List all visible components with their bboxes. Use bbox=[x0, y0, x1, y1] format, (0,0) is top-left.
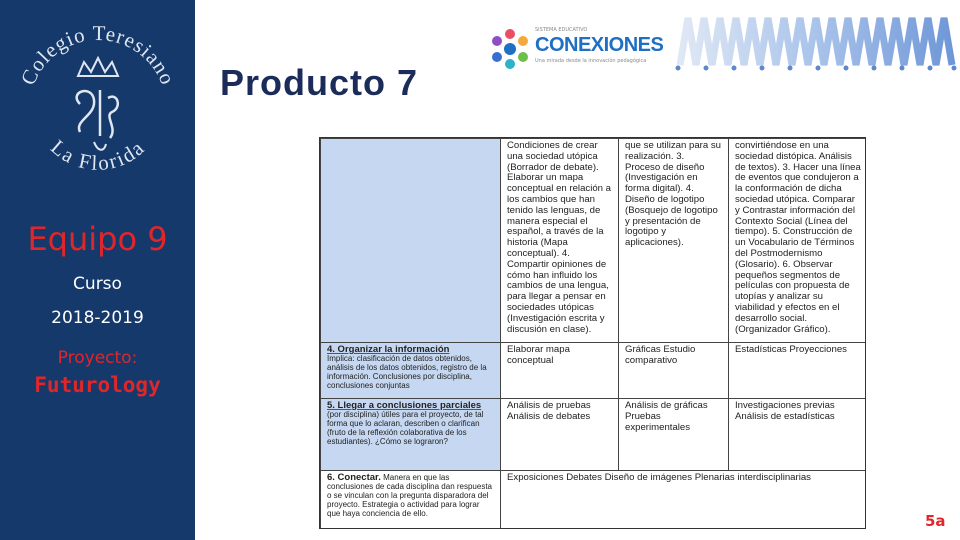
table-cell: Investigaciones previas Análisis de estadísticas bbox=[729, 399, 867, 471]
logo-name: CONEXIONES bbox=[535, 34, 664, 56]
school-year: 2018-2019 bbox=[51, 308, 144, 328]
logo-subtitle-top: SISTEMA EDUCATIVO bbox=[535, 27, 588, 33]
slide-title: Producto 7 bbox=[220, 62, 419, 103]
table-cell: convirtiéndose en una sociedad distópica. Análisis de textos). 3. Hacer una línea de eventos que condujeron a la conformación de dicha sociedad utópica. Comparar y Contrastar información del Contexto Social (Línea del tiempo). 5. Construcción de un Vocabulario de Términos del Postmodernismo (Glosario). 6. Observar pequeños segmentos de películas con propuesta de utopías y analizar su viabilidad y efectos en el desarrollo social. (Organizador Gráfico). bbox=[729, 139, 867, 343]
table-cell: Análisis de pruebas Análisis de debates bbox=[501, 399, 619, 471]
table-cell: que se utilizan para su realización. 3. Proceso de diseño (Investigación en forma digital). 4. Diseño de logotipo (Bosquejo de logotipo y presentación de logotipo y aplicaciones). bbox=[619, 139, 729, 343]
project-table-grid bbox=[320, 138, 866, 529]
table-cell bbox=[321, 471, 501, 530]
table-cell bbox=[321, 343, 501, 399]
project-table bbox=[319, 137, 866, 529]
svg-text:Colegio Teresiano: Colegio Teresiano bbox=[15, 20, 181, 89]
school-sidebar bbox=[0, 0, 195, 540]
course-label: Curso bbox=[73, 274, 122, 294]
table-cell bbox=[321, 139, 501, 343]
project-label: Proyecto: bbox=[57, 348, 138, 368]
step-heading: 6. Conectar. bbox=[327, 472, 381, 483]
school-crest-logo bbox=[8, 8, 188, 198]
table-row bbox=[321, 471, 867, 530]
table-cell: Análisis de gráficas Pruebas experimentales bbox=[619, 399, 729, 471]
step-heading: 5. Llegar a conclusiones parciales bbox=[327, 400, 482, 411]
project-name: Futurology bbox=[34, 373, 161, 397]
table-row bbox=[321, 399, 867, 471]
svg-text:La Florida: La Florida bbox=[46, 134, 150, 176]
table-row bbox=[321, 139, 867, 343]
table-cell: Elaborar mapa conceptual bbox=[501, 343, 619, 399]
table-cell: Estadísticas Proyecciones bbox=[729, 343, 867, 399]
step-description: (por disciplina) útiles para el proyecto, de tal forma que lo aclaran, describen o clarifican (fruto de la reflexión colaborativa de los estudiantes). ¿Cómo se lograron? bbox=[327, 410, 484, 446]
table-row bbox=[321, 343, 867, 399]
team-label: Equipo 9 bbox=[27, 220, 168, 258]
table-cell bbox=[321, 399, 501, 471]
table-cell: Condiciones de crear una sociedad utópica (Borrador de debate). Elaborar un mapa conceptual en relación a los cambios que han tenido las lenguas, de manera especial el español, a través de la historia (Mapa conceptual). 4. Compartir opiniones de cómo han influido los cambios de una lengua, para llegar a pensar en sociedades utópicas (Investigación escrita y discusión en clase). bbox=[501, 139, 619, 343]
step-description: Manera en que las conclusiones de cada disciplina dan respuesta o se vinculan con la pregunta disparadora del proyecto. Estrategia o actividad para lograr que haya conciencia de ello. bbox=[327, 473, 492, 518]
table-cell: Gráficas Estudio comparativo bbox=[619, 343, 729, 399]
decorative-zigzag-banner bbox=[670, 10, 960, 80]
logo-tagline: Una mirada desde la innovación pedagógica bbox=[535, 58, 647, 64]
step-description: Implica: clasificación de datos obtenidos, análisis de los datos obtenidos, registro de la información. Conclusiones por disciplina, conclusiones conjuntas bbox=[327, 354, 487, 390]
step-heading: 4. Organizar la información bbox=[327, 344, 450, 355]
page-number: 5a bbox=[925, 512, 946, 530]
table-cell: Exposiciones Debates Diseño de imágenes Plenarias interdisciplinarias bbox=[501, 471, 867, 530]
